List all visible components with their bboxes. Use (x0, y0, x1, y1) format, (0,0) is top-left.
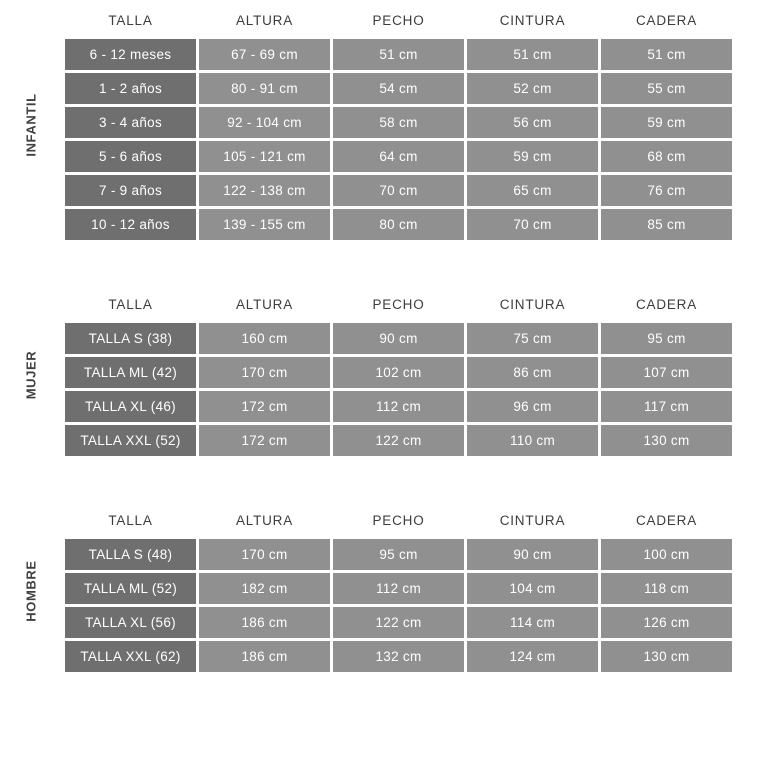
cell-altura: 67 - 69 cm (199, 39, 330, 70)
table-row (65, 323, 732, 354)
cell-altura: 182 cm (199, 573, 330, 604)
size-section-hombre (0, 506, 770, 675)
column-header-talla: TALLA (108, 13, 153, 28)
cell-talla: TALLA XXL (62) (65, 641, 196, 672)
cell-altura: 170 cm (199, 539, 330, 570)
cell-altura: 139 - 155 cm (199, 209, 330, 240)
cell-talla: TALLA S (38) (65, 323, 196, 354)
table-row (65, 539, 732, 570)
cell-pecho: 51 cm (333, 39, 464, 70)
cell-altura: 92 - 104 cm (199, 107, 330, 138)
cell-altura: 80 - 91 cm (199, 73, 330, 104)
cell-cadera: 55 cm (601, 73, 732, 104)
cell-altura: 172 cm (199, 425, 330, 456)
cell-talla: TALLA XL (46) (65, 391, 196, 422)
cell-pecho: 102 cm (333, 357, 464, 388)
column-header-pecho: PECHO (372, 513, 425, 528)
cell-pecho: 122 cm (333, 607, 464, 638)
cell-altura: 160 cm (199, 323, 330, 354)
group-label-infantil (0, 6, 62, 243)
cell-cadera: 126 cm (601, 607, 732, 638)
cell-altura: 186 cm (199, 607, 330, 638)
table-row (65, 357, 732, 388)
cell-talla: TALLA ML (52) (65, 573, 196, 604)
group-label-mujer (0, 290, 62, 459)
cell-altura: 122 - 138 cm (199, 175, 330, 206)
size-table-mujer (62, 290, 735, 459)
cell-pecho: 132 cm (333, 641, 464, 672)
cell-talla: 10 - 12 años (65, 209, 196, 240)
group-label-hombre-text: HOMBRE (23, 559, 39, 622)
size-guide-page (0, 6, 770, 776)
cell-talla: 1 - 2 años (65, 73, 196, 104)
cell-cadera: 85 cm (601, 209, 732, 240)
cell-cadera: 130 cm (601, 641, 732, 672)
table-header-row (65, 293, 732, 320)
cell-cintura: 56 cm (467, 107, 598, 138)
group-label-hombre (0, 506, 62, 675)
cell-cadera: 59 cm (601, 107, 732, 138)
table-row (65, 391, 732, 422)
cell-cintura: 51 cm (467, 39, 598, 70)
table-header-row (65, 9, 732, 36)
cell-talla: 3 - 4 años (65, 107, 196, 138)
cell-pecho: 112 cm (333, 391, 464, 422)
group-label-mujer-text: MUJER (23, 350, 39, 399)
size-table-hombre (62, 506, 735, 675)
cell-pecho: 54 cm (333, 73, 464, 104)
cell-pecho: 122 cm (333, 425, 464, 456)
table-row (65, 141, 732, 172)
cell-cadera: 51 cm (601, 39, 732, 70)
cell-cadera: 118 cm (601, 573, 732, 604)
column-header-cadera: CADERA (635, 297, 698, 312)
cell-cintura: 114 cm (467, 607, 598, 638)
cell-altura: 170 cm (199, 357, 330, 388)
cell-cintura: 59 cm (467, 141, 598, 172)
table-row (65, 73, 732, 104)
table-row (65, 107, 732, 138)
cell-talla: 6 - 12 meses (65, 39, 196, 70)
cell-talla: 5 - 6 años (65, 141, 196, 172)
cell-cintura: 110 cm (467, 425, 598, 456)
cell-talla: TALLA S (48) (65, 539, 196, 570)
cell-cadera: 107 cm (601, 357, 732, 388)
column-header-talla: TALLA (108, 513, 153, 528)
cell-pecho: 112 cm (333, 573, 464, 604)
cell-cintura: 86 cm (467, 357, 598, 388)
size-section-infantil (0, 6, 770, 243)
cell-cadera: 130 cm (601, 425, 732, 456)
cell-altura: 105 - 121 cm (199, 141, 330, 172)
cell-talla: TALLA XL (56) (65, 607, 196, 638)
cell-talla: 7 - 9 años (65, 175, 196, 206)
group-label-infantil-text: INFANTIL (23, 92, 39, 157)
cell-cintura: 96 cm (467, 391, 598, 422)
cell-cadera: 117 cm (601, 391, 732, 422)
cell-pecho: 70 cm (333, 175, 464, 206)
size-table-infantil (62, 6, 735, 243)
column-header-altura: ALTURA (235, 297, 294, 312)
cell-cadera: 95 cm (601, 323, 732, 354)
cell-cintura: 65 cm (467, 175, 598, 206)
column-header-cadera: CADERA (635, 513, 698, 528)
table-row (65, 607, 732, 638)
cell-altura: 186 cm (199, 641, 330, 672)
cell-cintura: 52 cm (467, 73, 598, 104)
cell-cintura: 70 cm (467, 209, 598, 240)
cell-altura: 172 cm (199, 391, 330, 422)
table-row (65, 641, 732, 672)
table-row (65, 425, 732, 456)
column-header-talla: TALLA (108, 297, 153, 312)
cell-cadera: 100 cm (601, 539, 732, 570)
column-header-pecho: PECHO (372, 13, 425, 28)
column-header-cintura: CINTURA (499, 297, 566, 312)
cell-talla: TALLA ML (42) (65, 357, 196, 388)
cell-pecho: 90 cm (333, 323, 464, 354)
cell-pecho: 58 cm (333, 107, 464, 138)
column-header-cadera: CADERA (635, 13, 698, 28)
cell-cadera: 68 cm (601, 141, 732, 172)
cell-cintura: 104 cm (467, 573, 598, 604)
table-row (65, 209, 732, 240)
column-header-altura: ALTURA (235, 13, 294, 28)
table-row (65, 39, 732, 70)
table-row (65, 573, 732, 604)
column-header-cintura: CINTURA (499, 513, 566, 528)
cell-talla: TALLA XXL (52) (65, 425, 196, 456)
cell-pecho: 64 cm (333, 141, 464, 172)
table-header-row (65, 509, 732, 536)
column-header-pecho: PECHO (372, 297, 425, 312)
cell-cintura: 124 cm (467, 641, 598, 672)
column-header-cintura: CINTURA (499, 13, 566, 28)
cell-pecho: 95 cm (333, 539, 464, 570)
table-row (65, 175, 732, 206)
column-header-altura: ALTURA (235, 513, 294, 528)
cell-cadera: 76 cm (601, 175, 732, 206)
cell-cintura: 90 cm (467, 539, 598, 570)
cell-pecho: 80 cm (333, 209, 464, 240)
size-section-mujer (0, 290, 770, 459)
cell-cintura: 75 cm (467, 323, 598, 354)
